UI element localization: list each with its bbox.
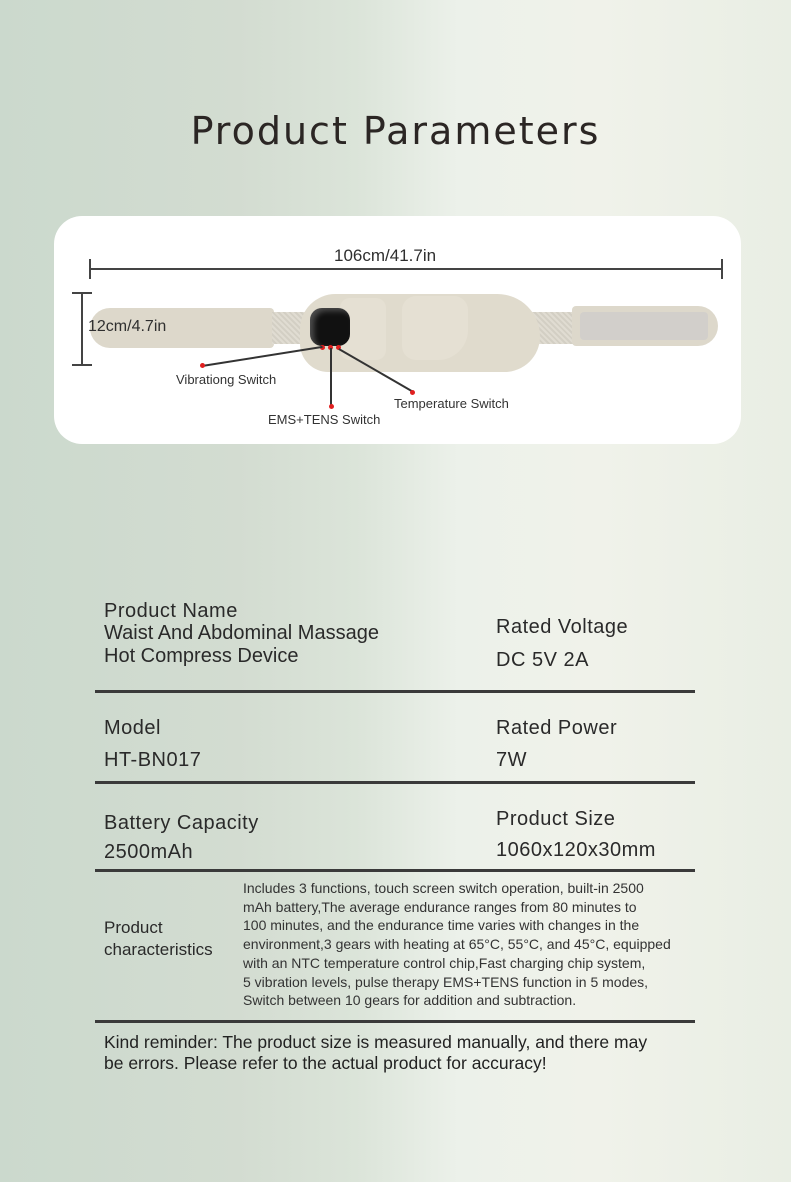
reminder-line2: be errors. Please refer to the actual product for accuracy! [104, 1053, 547, 1073]
kind-reminder-note [104, 1032, 704, 1074]
spec-table [95, 600, 695, 1023]
characteristics-line: Switch between 10 gears for addition and subtraction. [243, 992, 577, 1009]
product-size-value: 1060x120x30mm [496, 839, 656, 861]
battery-capacity-value: 2500mAh [104, 841, 194, 863]
rated-power-label: Rated Power [496, 717, 618, 739]
model-label: Model [104, 717, 161, 739]
characteristics-line: Includes 3 functions, touch screen switch operation, built-in 2500 [243, 880, 644, 896]
width-dimension-cap-bottom [72, 364, 92, 366]
ems-tens-switch-label: EMS+TENS Switch [268, 412, 381, 427]
characteristics-label-line2: characteristics [104, 940, 213, 959]
product-size-label: Product Size [496, 808, 616, 830]
characteristics-line: with an NTC temperature control chip,Fast charging chip system, [243, 954, 646, 971]
belt-velcro-patch [580, 312, 708, 340]
product-name-value-line2: Hot Compress Device [104, 645, 299, 667]
vibration-switch-end-dot [200, 363, 205, 368]
length-dimension-label: 106cm/41.7in [334, 246, 437, 265]
ems-tens-switch-leader [330, 348, 332, 406]
touch-controller-icon [310, 308, 350, 346]
spec-row-model-power [95, 693, 695, 784]
temperature-switch-end-dot [410, 390, 415, 395]
vibration-switch-label: Vibrationg Switch [176, 372, 277, 387]
length-dimension-cap-right [721, 259, 723, 279]
characteristics-text [243, 879, 713, 1010]
ems-tens-switch-end-dot [329, 404, 334, 409]
battery-capacity-label: Battery Capacity [104, 812, 259, 834]
characteristics-line: 100 minutes, and the endurance time varies with changes in the [243, 917, 640, 934]
spec-row-name-voltage [95, 600, 695, 693]
page-title: Product Parameters [190, 109, 601, 154]
width-dimension-line [81, 293, 83, 365]
rated-voltage-label: Rated Voltage [496, 616, 629, 638]
temperature-switch-label: Temperature Switch [394, 396, 509, 411]
characteristics-label-line1: Product [104, 918, 163, 937]
characteristics-line: mAh battery,The average endurance ranges from 80 minutes to [243, 898, 637, 915]
characteristics-line: 5 vibration levels, pulse therapy EMS+TENS function in 5 modes, [243, 973, 649, 990]
pad-electrode-2 [402, 296, 468, 360]
product-diagram-card [54, 216, 741, 444]
product-name-label: Product Name [104, 600, 238, 622]
spec-row-characteristics [95, 872, 695, 1023]
characteristics-line: environment,3 gears with heating at 65°C, 55°C, and 45°C, equipped [243, 936, 671, 953]
reminder-line1: Kind reminder: The product size is measured manually, and there may [104, 1032, 648, 1052]
model-value: HT-BN017 [104, 749, 202, 771]
length-dimension-line [90, 268, 722, 270]
width-dimension-label: 12cm/4.7in [88, 318, 167, 335]
rated-voltage-value: DC 5V 2A [496, 649, 589, 671]
spec-row-battery-size [95, 784, 695, 872]
rated-power-value: 7W [496, 749, 527, 771]
product-name-value-line1: Waist And Abdominal Massage [104, 622, 379, 644]
